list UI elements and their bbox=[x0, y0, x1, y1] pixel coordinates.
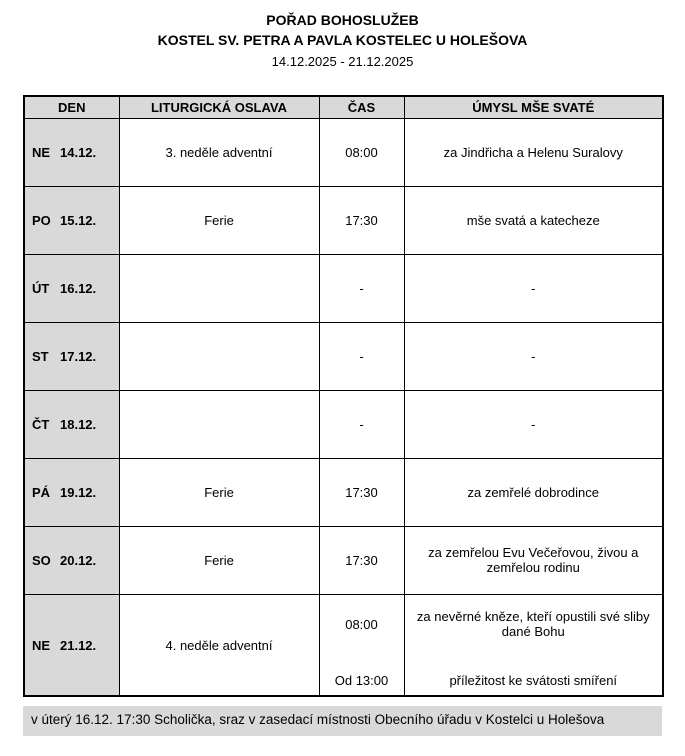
day-date: 19.12. bbox=[60, 484, 97, 500]
day-cell bbox=[24, 526, 119, 594]
time-cell: 17:30 bbox=[319, 458, 404, 526]
page-subtitle: KOSTEL SV. PETRA A PAVLA KOSTELEC U HOLEŠOVA bbox=[157, 32, 528, 49]
day-date: 14.12. bbox=[60, 144, 97, 160]
day-abbrev: SO bbox=[32, 552, 51, 568]
day-cell bbox=[24, 594, 119, 696]
time-cell: - bbox=[319, 254, 404, 322]
footer-note: v úterý 16.12. 17:30 Scholička, sraz v zasedací místnosti Obecního úřadu v Kostelci u Holešova bbox=[23, 706, 662, 735]
intention-cell: mše svatá a katecheze bbox=[404, 186, 663, 254]
day-cell bbox=[24, 390, 119, 458]
day-cell bbox=[24, 322, 119, 390]
celebration-cell: 4. neděle adventní bbox=[119, 594, 319, 696]
celebration-cell bbox=[119, 322, 319, 390]
table-row bbox=[24, 458, 663, 526]
day-date: 15.12. bbox=[60, 212, 97, 228]
celebration-cell: 3. neděle adventní bbox=[119, 118, 319, 186]
time-cell: 08:00 bbox=[319, 118, 404, 186]
time-cell: 17:30 bbox=[319, 526, 404, 594]
day-abbrev: ÚT bbox=[32, 280, 50, 296]
celebration-cell bbox=[119, 390, 319, 458]
table-row bbox=[24, 390, 663, 458]
intention-first: za nevěrné kněze, kteří opustili své sliby dané Bohu bbox=[416, 608, 650, 639]
column-header-oslava: LITURGICKÁ OSLAVA bbox=[119, 96, 319, 118]
celebration-cell: Ferie bbox=[119, 526, 319, 594]
intention-second: příležitost ke svátosti smíření bbox=[449, 672, 618, 688]
day-date: 17.12. bbox=[60, 348, 97, 364]
intention-cell: za Jindřicha a Helenu Suralovy bbox=[404, 118, 663, 186]
celebration-cell: Ferie bbox=[119, 458, 319, 526]
intention-cell: za zemřelou Evu Večeřovou, živou a zemřelou rodinu bbox=[404, 526, 663, 594]
intention-cell bbox=[404, 594, 663, 696]
table-row bbox=[24, 594, 663, 696]
day-cell bbox=[24, 254, 119, 322]
column-header-den: DEN bbox=[24, 96, 119, 118]
intention-cell: - bbox=[404, 322, 663, 390]
table-header-row bbox=[24, 96, 663, 118]
day-date: 16.12. bbox=[60, 280, 97, 296]
date-range: 14.12.2025 - 21.12.2025 bbox=[271, 53, 414, 69]
intention-cell: za zemřelé dobrodince bbox=[404, 458, 663, 526]
schedule-table bbox=[23, 95, 664, 697]
day-abbrev: PÁ bbox=[32, 484, 51, 500]
table-row bbox=[24, 526, 663, 594]
time-cell: - bbox=[319, 322, 404, 390]
time-cell bbox=[319, 594, 404, 696]
day-date: 20.12. bbox=[60, 552, 97, 568]
intention-cell: - bbox=[404, 254, 663, 322]
table-row bbox=[24, 186, 663, 254]
column-header-umysl: ÚMYSL MŠE SVATÉ bbox=[404, 96, 663, 118]
time-second: Od 13:00 bbox=[334, 672, 389, 688]
day-cell bbox=[24, 118, 119, 186]
celebration-cell bbox=[119, 254, 319, 322]
page-title: POŘAD BOHOSLUŽEB bbox=[266, 12, 419, 28]
day-abbrev: ČT bbox=[32, 416, 50, 432]
time-cell: 17:30 bbox=[319, 186, 404, 254]
time-first: 08:00 bbox=[345, 616, 378, 632]
day-cell bbox=[24, 458, 119, 526]
column-header-cas: ČAS bbox=[319, 96, 404, 118]
day-date: 21.12. bbox=[60, 637, 97, 653]
celebration-cell: Ferie bbox=[119, 186, 319, 254]
day-abbrev: NE bbox=[32, 144, 51, 160]
day-abbrev: PO bbox=[32, 212, 51, 228]
day-cell bbox=[24, 186, 119, 254]
day-abbrev: ST bbox=[32, 348, 49, 364]
table-row bbox=[24, 322, 663, 390]
table-row bbox=[24, 254, 663, 322]
day-date: 18.12. bbox=[60, 416, 97, 432]
time-cell: - bbox=[319, 390, 404, 458]
table-row bbox=[24, 118, 663, 186]
document-header bbox=[23, 10, 662, 71]
day-abbrev: NE bbox=[32, 637, 51, 653]
intention-cell: - bbox=[404, 390, 663, 458]
